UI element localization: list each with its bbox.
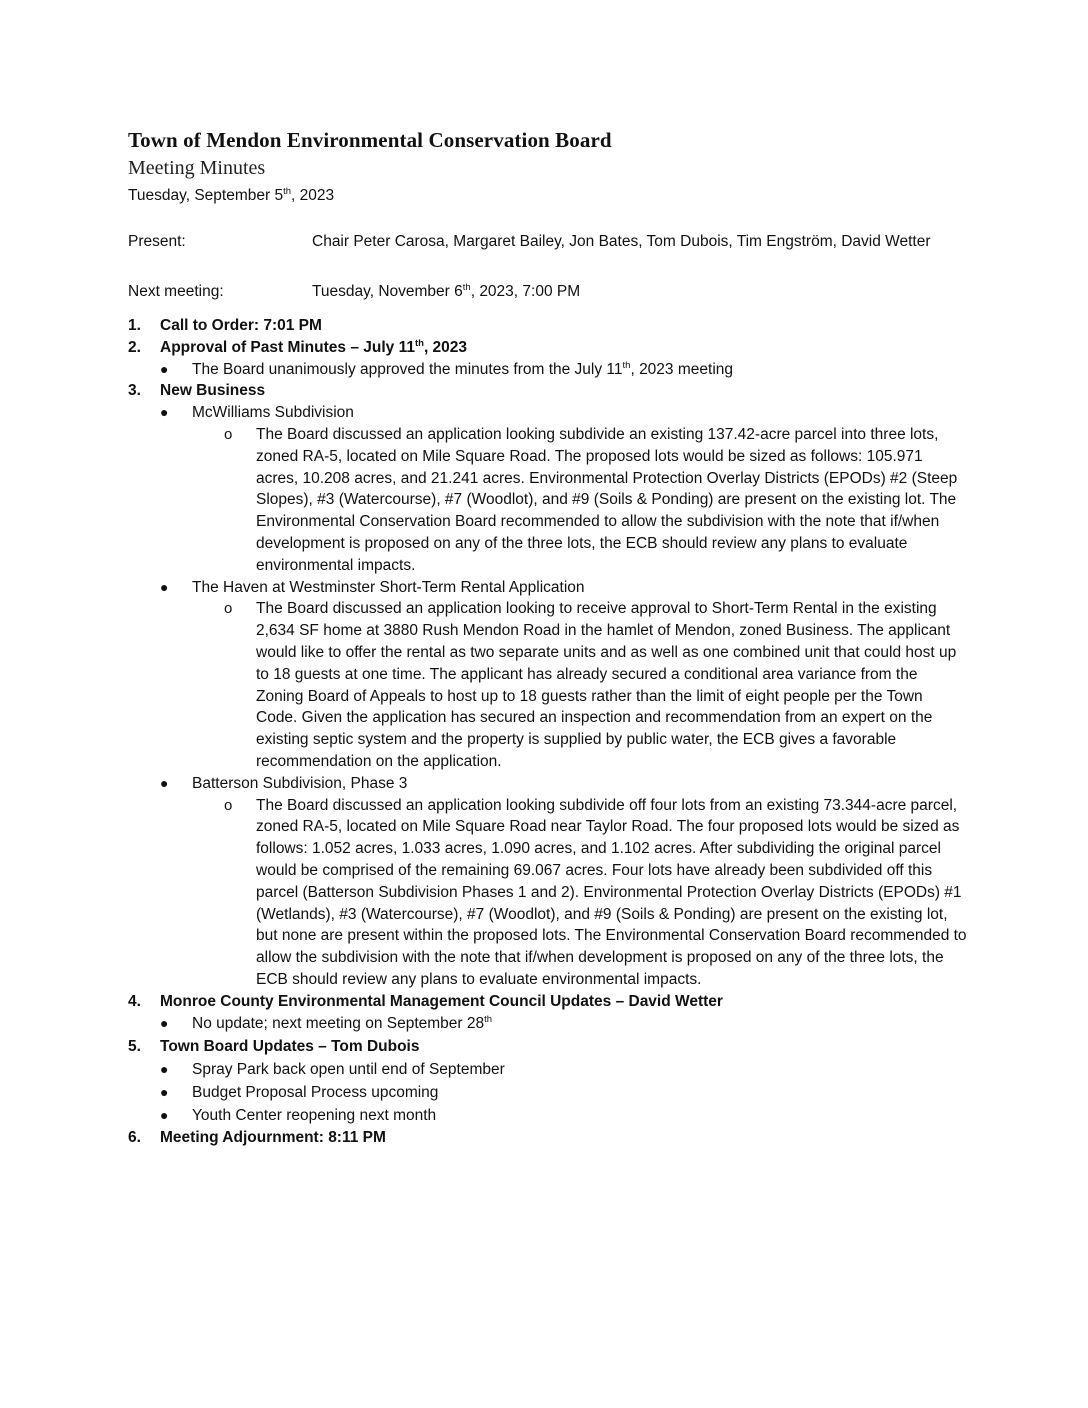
bullet-icon: ● xyxy=(160,1014,169,1031)
sub-bullet-item: o The Board discussed an application looking to receive approval to Short-Term Rental in the existing 2,634 SF home at 3880 Rush Mendon Road in the hamlet of Mendon, zoned Business. The applicant would like to offer the rental as two separate units and as well as one combined unit that could host up to 18 guests at one time. The applicant has already secured a conditional area variance from the Zoning Board of Appeals to host up to 18 guests rather than the limit of eight people per the Town Code. Given the application has secured an inspection and recommendation from an expert on the existing septic system and the property is supplied by public water, the ECB gives a favorable recommendation on the application. xyxy=(224,600,957,770)
item-heading: Meeting Adjournment: 8:11 PM xyxy=(160,1129,386,1147)
bullet-item: ● No update; next meeting on September 28th xyxy=(192,1013,968,1035)
bullet-item: ● Youth Center reopening next month xyxy=(192,1104,968,1127)
bullet-icon: ● xyxy=(160,1061,169,1078)
bullet-icon: ● xyxy=(160,404,169,421)
agenda-item xyxy=(128,337,968,359)
present-value: Chair Peter Carosa, Margaret Bailey, Jon Bates, Tom Dubois, Tim Engström, David Wetter xyxy=(312,233,931,250)
bullet-icon: ● xyxy=(160,774,169,791)
bullet-item: ● The Board unanimously approved the minutes from the July 11th, 2023 meeting xyxy=(192,359,968,381)
item-heading: New Business xyxy=(160,382,266,400)
item-number: 6. xyxy=(128,1129,141,1147)
agenda-item xyxy=(128,1036,968,1058)
next-meeting-value: Tuesday, November 6th, 2023, 7:00 PM xyxy=(312,282,581,300)
agenda-item xyxy=(128,991,968,1013)
sub-bullet-item: o The Board discussed an application looking subdivide an existing 137.42-acre parcel into three lots, zoned RA-5, located on Mile Square Road. The proposed lots would be sized as follows: 105.971 acres, 10.208 acres, and 21.241 acres. Environmental Protection Overlay Districts (EPODs) #2 (Steep Slopes), #3 (Watercourse), #7 (Woodlot), and #9 (Soils & Ponding) are present on the existing lot. The Environmental Conservation Board recommended to allow the subdivision with the note that if/when development is proposed on any of the three lots, the ECB should review any plans to evaluate environmental impacts. xyxy=(224,425,958,574)
document-subtitle: Meeting Minutes xyxy=(128,157,266,179)
bullet-icon: ● xyxy=(160,1107,169,1124)
item-number: 4. xyxy=(128,992,141,1010)
present-label: Present: xyxy=(128,233,186,250)
bullet-item: ● Budget Proposal Process upcoming xyxy=(192,1081,968,1104)
bullet-item: ● The Haven at Westminster Short-Term Rental Application xyxy=(192,577,968,599)
sub-bullet-icon: o xyxy=(224,796,233,814)
item-number: 1. xyxy=(128,317,141,334)
bullet-item: ● Spray Park back open until end of September xyxy=(192,1058,968,1081)
agenda-item xyxy=(128,315,968,337)
item-heading: Call to Order: 7:01 PM xyxy=(160,317,322,334)
item-heading: Town Board Updates – Tom Dubois xyxy=(160,1038,420,1056)
bullet-item: ● Batterson Subdivision, Phase 3 xyxy=(192,773,968,795)
sub-bullet-icon: o xyxy=(224,425,233,443)
item-number: 2. xyxy=(128,338,141,356)
sub-bullet-icon: o xyxy=(224,600,233,618)
document-title: Town of Mendon Environmental Conservation Board xyxy=(128,128,612,152)
bullet-icon: ● xyxy=(160,360,169,377)
item-number: 3. xyxy=(128,382,141,400)
agenda-list xyxy=(128,315,968,1149)
agenda-item xyxy=(128,380,968,402)
item-heading: Approval of Past Minutes – July 11th, 2023 xyxy=(160,337,468,356)
bullet-icon: ● xyxy=(160,1084,169,1101)
bullet-item: ● McWilliams Subdivision xyxy=(192,402,968,424)
meeting-date: Tuesday, September 5th, 2023 xyxy=(128,186,335,204)
sub-bullet-item: o The Board discussed an application looking subdivide off four lots from an existing 73.344-acre parcel, zoned RA-5, located on Mile Square Road near Taylor Road. The four proposed lots would be sized as follows: 1.052 acres, 1.033 acres, 1.090 acres, and 1.102 acres. After subdividing the original parcel would be comprised of the remaining 69.067 acres. Four lots have already been subdivided off this parcel (Batterson Subdivision Phases 1 and 2). Environmental Protection Overlay Districts (EPODs) #1 (Wetlands), #3 (Watercourse), #7 (Woodlot), and #9 (Soils & Ponding) are present on the existing lot, but none are present within the proposed lots. The Environmental Conservation Board recommended to allow the subdivision with the note that if/when development is proposed on any of the three lots, the ECB should review any plans to evaluate environmental impacts. xyxy=(224,796,967,988)
item-heading: Monroe County Environmental Management Council Updates – David Wetter xyxy=(160,992,723,1010)
item-number: 5. xyxy=(128,1038,141,1056)
agenda-item xyxy=(128,1127,968,1149)
bullet-icon: ● xyxy=(160,578,169,595)
next-meeting-label: Next meeting: xyxy=(128,283,224,300)
